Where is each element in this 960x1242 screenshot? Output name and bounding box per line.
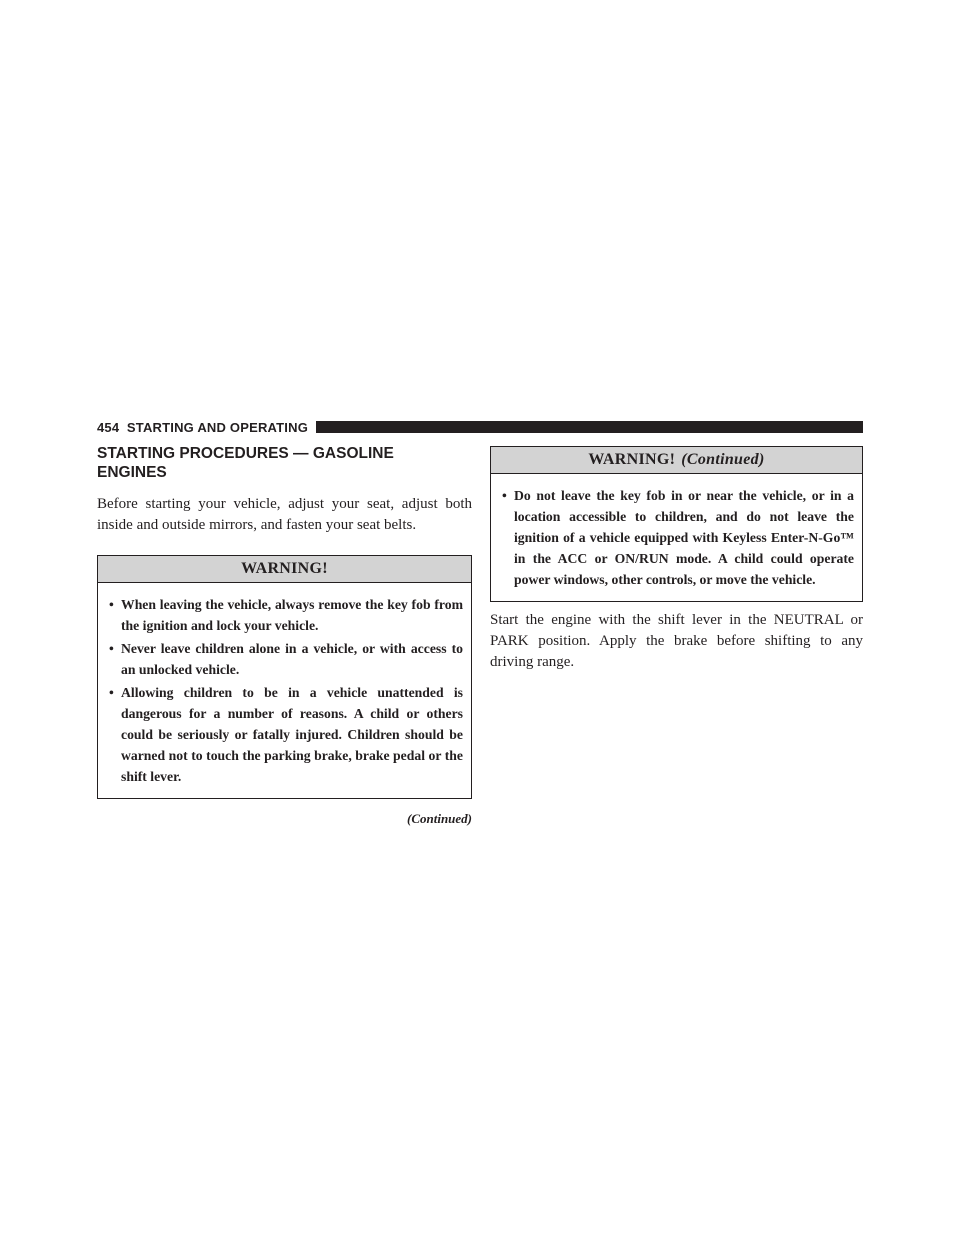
warning-item-text: Allowing children to be in a vehicle unattended is dangerous for a number of reasons. A child or others could be seriously or fatally injured. Children should be warned not to touch the parking brake, brake pedal or the shift lever. [121, 685, 463, 784]
left-column [97, 444, 472, 827]
page-header-text [97, 420, 316, 435]
warning-item [109, 638, 463, 680]
warning-title: WARNING! [241, 560, 328, 577]
warning-item-text: When leaving the vehicle, always remove the key fob from the ignition and lock your vehicle. [121, 597, 463, 633]
warning-header [491, 447, 862, 474]
warning-item-text: Do not leave the key fob in or near the vehicle, or in a location accessible to children, and do not leave the ignition of a vehicle equipped with Keyless Enter-N-Go™ in the ACC or ON/RUN mode. A child could operate power windows, other controls, or move the vehicle. [514, 488, 854, 587]
warning-title: WARNING! [588, 451, 676, 468]
header-rule [316, 421, 863, 433]
body-paragraph: Start the engine with the shift lever in the NEUTRAL or PARK position. Apply the brake before shifting to any driving range. [490, 612, 863, 670]
warning-list [98, 583, 471, 798]
warning-list [491, 474, 862, 601]
page-header [97, 418, 863, 436]
bullet-icon: • [502, 488, 507, 503]
bullet-icon: • [109, 597, 114, 612]
warning-box-continued [490, 446, 863, 602]
continued-note: (Continued) [406, 811, 472, 826]
warning-item [502, 485, 854, 590]
intro-paragraph: Before starting your vehicle, adjust your seat, adjust both inside and outside mirrors, and fasten your seat belts. [97, 496, 472, 533]
section-title: STARTING PROCEDURES — GASOLINE ENGINES [97, 445, 394, 481]
bullet-icon: • [109, 641, 114, 656]
warning-item [109, 594, 463, 636]
right-column [490, 446, 863, 673]
warning-box [97, 555, 472, 799]
warning-header [98, 556, 471, 583]
warning-item-text: Never leave children alone in a vehicle, or with access to an unlocked vehicle. [121, 641, 463, 677]
warning-continued-label: (Continued) [681, 451, 765, 468]
section-name: STARTING AND OPERATING [126, 419, 309, 435]
warning-item [109, 682, 463, 787]
page-number: 454 [97, 419, 120, 435]
bullet-icon: • [109, 685, 114, 700]
